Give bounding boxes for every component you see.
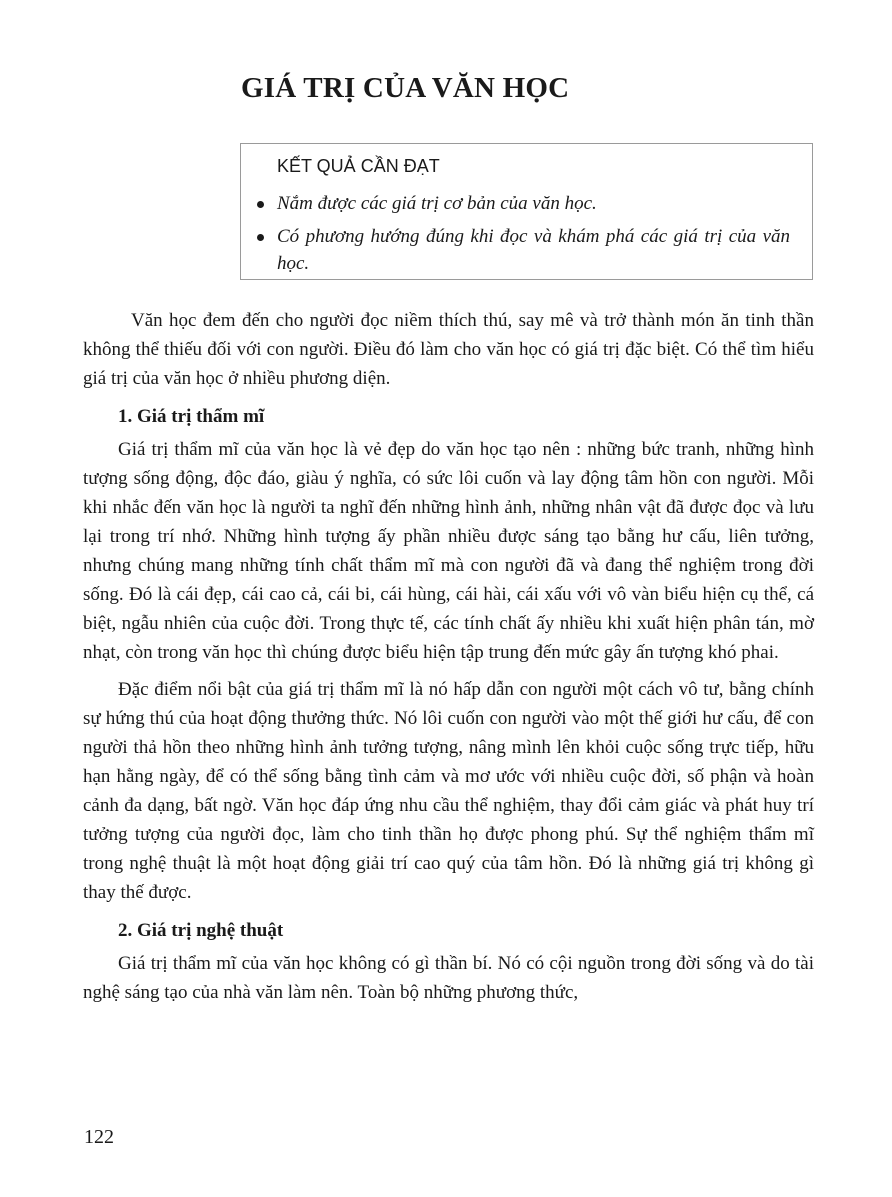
bullet-icon [257, 234, 264, 241]
body-paragraph: Giá trị thẩm mĩ của văn học là vẻ đẹp do văn học tạo nên : những bức tranh, những hình tượng sống động, độc đáo, giàu ý nghĩa, có sức lôi cuốn và lay động tâm hồn con người. Mỗi khi nhắc đến văn học là người ta nghĩ đến những hình ảnh, những nhân vật đã được đọc và lưu lại trong trí nhớ. Những hình tượng ấy phần nhiều được sáng tạo bằng hư cấu, liên tưởng, nhưng chúng mang những tính chất thẩm mĩ mà con người đã và đang thể nghiệm trong đời sống. Đó là cái đẹp, cái cao cả, cái bi, cái hùng, cái hài, cái xấu với vô vàn biểu hiện cụ thể, cá biệt, ngẫu nhiên của cuộc đời. Trong thực tế, các tính chất ấy nhiều khi xuất hiện phân tán, mờ nhạt, còn trong văn học thì chúng được biểu hiện tập trung đến mức gây ấn tượng khó phai. [83, 439, 814, 663]
page-number: 122 [84, 1126, 114, 1148]
bullet-icon [257, 201, 264, 208]
section-heading-aesthetic: 1. Giá trị thẩm mĩ [118, 406, 265, 427]
body-paragraph: Đặc điểm nổi bật của giá trị thẩm mĩ là nó hấp dẫn con người một cách vô tư, bằng chính sự hứng thú của hoạt động thưởng thức. Nó lôi cuốn con người vào một thế giới hư cấu, để con người thả hồn theo những hình ảnh tưởng tượng, nâng mình lên khỏi cuộc sống trực tiếp, hữu hạn hằng ngày, để có thể sống bằng tình cảm và mơ ước với nhiều cuộc đời, số phận và hoàn cảnh đa dạng, bất ngờ. Văn học đáp ứng nhu cầu thể nghiệm, thay đổi cảm giác và phát huy trí tưởng tượng của người đọc, làm cho tinh thần họ được phong phú. Sự thể nghiệm thẩm mĩ trong nghệ thuật là một hoạt động giải trí cao quý của tâm hồn. Đó là những giá trị không gì thay thế được. [83, 679, 814, 903]
objective-text: Có phương hướng đúng khi đọc và khám phá các giá trị của văn học. [277, 226, 790, 274]
objective-item [241, 190, 812, 217]
objectives-heading: KẾT QUẢ CẦN ĐẠT [277, 156, 440, 176]
objectives-list [241, 190, 812, 283]
objectives-box [240, 143, 813, 280]
section-heading-artistic: 2. Giá trị nghệ thuật [118, 920, 284, 941]
page-title: GIÁ TRỊ CỦA VĂN HỌC [241, 72, 570, 104]
objective-text: Nắm được các giá trị cơ bản của văn học. [277, 193, 597, 214]
intro-paragraph: Văn học đem đến cho người đọc niềm thích thú, say mê và trở thành món ăn tinh thần không thể thiếu đối với con người. Điều đó làm cho văn học có giá trị đặc biệt. Có thể tìm hiểu giá trị của văn học ở nhiều phương diện. [83, 310, 814, 389]
objective-item [241, 223, 812, 277]
body-paragraph: Giá trị thẩm mĩ của văn học không có gì thần bí. Nó có cội nguồn trong đời sống và do tài nghệ sáng tạo của nhà văn làm nên. Toàn bộ những phương thức, [83, 953, 814, 1003]
main-content [83, 306, 814, 1015]
